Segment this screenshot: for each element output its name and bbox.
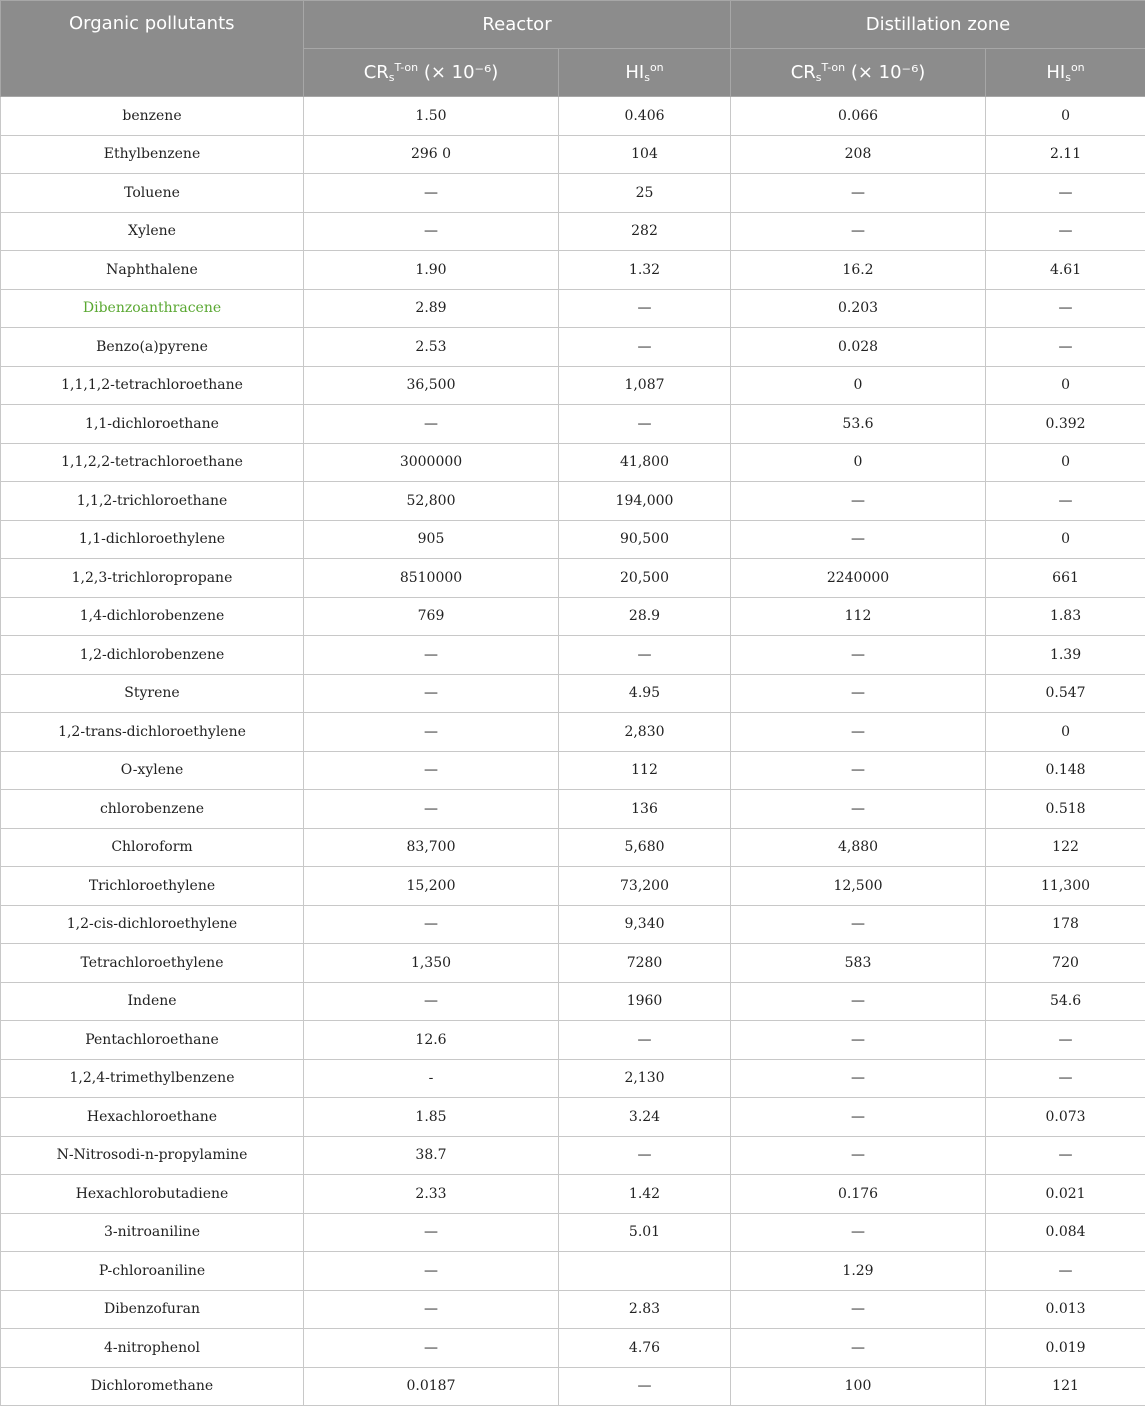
distillation-cr-cell: 0.066 [731,97,986,136]
reactor-hi-cell: 90,500 [559,520,731,559]
table-row [1,212,1145,251]
distillation-hi-cell: — [986,1021,1145,1060]
distillation-cr-cell: 12,500 [731,867,986,906]
distillation-cr-cell: — [731,1329,986,1368]
distillation-cr-cell: — [731,1213,986,1252]
reactor-hi-cell: 1,087 [559,366,731,405]
reactor-hi-cell: 1.32 [559,251,731,290]
distillation-hi-cell: — [986,174,1145,213]
distillation-hi-cell: 2.11 [986,135,1145,174]
pollutant-name: Naphthalene [1,251,304,290]
table-row [1,366,1145,405]
pollutant-name: Benzo(a)pyrene [1,328,304,367]
table-row [1,1059,1145,1098]
header-distillation-hi: $HI_s^{on}$ [986,49,1145,97]
reactor-hi-cell: 2,830 [559,713,731,752]
reactor-hi-cell: 282 [559,212,731,251]
reactor-cr-cell: 769 [304,597,559,636]
reactor-hi-cell: 28.9 [559,597,731,636]
distillation-hi-cell: 0 [986,366,1145,405]
table-row [1,328,1145,367]
pollutant-name: chlorobenzene [1,790,304,829]
reactor-cr-cell: 905 [304,520,559,559]
table-row [1,251,1145,290]
reactor-cr-cell: 83,700 [304,828,559,867]
reactor-cr-cell: 36,500 [304,366,559,405]
distillation-cr-cell: — [731,790,986,829]
distillation-hi-cell: 0.518 [986,790,1145,829]
reactor-cr-cell: 38.7 [304,1136,559,1175]
pollutant-name: Toluene [1,174,304,213]
distillation-cr-cell: 0.028 [731,328,986,367]
reactor-cr-cell: 8510000 [304,559,559,598]
distillation-hi-cell: 0 [986,443,1145,482]
reactor-hi-cell: 41,800 [559,443,731,482]
distillation-cr-cell: 2240000 [731,559,986,598]
reactor-cr-cell: 3000000 [304,443,559,482]
pollutant-name: 1,1,2-trichloroethane [1,482,304,521]
reactor-hi-cell: 2.83 [559,1290,731,1329]
pollutant-name: 1,2-cis-dichloroethylene [1,905,304,944]
table-row [1,1252,1145,1291]
reactor-cr-cell: 1.90 [304,251,559,290]
distillation-hi-cell: 0 [986,520,1145,559]
table-row [1,944,1145,983]
pollutant-name: Hexachlorobutadiene [1,1175,304,1214]
distillation-hi-cell: 720 [986,944,1145,983]
table-row [1,97,1145,136]
table-row [1,1367,1145,1406]
distillation-hi-cell: — [986,289,1145,328]
reactor-hi-cell: 0.406 [559,97,731,136]
distillation-hi-cell: 0.148 [986,751,1145,790]
table-row [1,1329,1145,1368]
reactor-hi-cell: 112 [559,751,731,790]
reactor-cr-cell: 2.53 [304,328,559,367]
pollutant-name: Trichloroethylene [1,867,304,906]
reactor-cr-cell: — [304,1329,559,1368]
distillation-hi-cell: 121 [986,1367,1145,1406]
reactor-hi-cell: 3.24 [559,1098,731,1137]
reactor-cr-cell: — [304,905,559,944]
distillation-cr-cell: — [731,482,986,521]
reactor-hi-cell: 194,000 [559,482,731,521]
pollutant-name: 1,1-dichloroethylene [1,520,304,559]
reactor-cr-cell: 15,200 [304,867,559,906]
header-reactor-hi: $HI_s^{on}$ [559,49,731,97]
table-row [1,674,1145,713]
table-row [1,982,1145,1021]
reactor-cr-cell: 1.50 [304,97,559,136]
reactor-cr-cell: — [304,1252,559,1291]
reactor-cr-cell: 52,800 [304,482,559,521]
table-row [1,751,1145,790]
distillation-hi-cell: 0.073 [986,1098,1145,1137]
distillation-hi-cell: 0 [986,713,1145,752]
table-row [1,790,1145,829]
distillation-hi-cell: 0 [986,97,1145,136]
table-row [1,520,1145,559]
pollutant-name: Chloroform [1,828,304,867]
reactor-cr-cell: 296 0 [304,135,559,174]
distillation-cr-cell: — [731,520,986,559]
table-row [1,905,1145,944]
header-reactor-cr: $CR_s^{T-on}$ (× 10⁻⁶) [304,49,559,97]
reactor-hi-cell: 5.01 [559,1213,731,1252]
table-row [1,1175,1145,1214]
distillation-cr-cell: 0.203 [731,289,986,328]
distillation-cr-cell: — [731,636,986,675]
reactor-cr-cell: — [304,174,559,213]
table-row [1,559,1145,598]
reactor-cr-cell: - [304,1059,559,1098]
distillation-cr-cell: — [731,1136,986,1175]
table-row [1,597,1145,636]
table-row [1,713,1145,752]
distillation-hi-cell: 1.83 [986,597,1145,636]
header-organic-pollutants: Organic pollutants [1,1,304,97]
reactor-cr-cell: — [304,713,559,752]
pollutant-name: Xylene [1,212,304,251]
table-row [1,482,1145,521]
reactor-hi-cell: — [559,636,731,675]
distillation-cr-cell: — [731,713,986,752]
reactor-hi-cell: 5,680 [559,828,731,867]
reactor-cr-cell: — [304,674,559,713]
distillation-hi-cell: 0.019 [986,1329,1145,1368]
header-distillation-zone: Distillation zone [731,1,1145,49]
distillation-cr-cell: 100 [731,1367,986,1406]
pollutant-name: 3-nitroaniline [1,1213,304,1252]
pollutant-name: 1,2-trans-dichloroethylene [1,713,304,752]
distillation-cr-cell: 583 [731,944,986,983]
reactor-cr-cell: 1.85 [304,1098,559,1137]
reactor-hi-cell: 4.76 [559,1329,731,1368]
reactor-cr-cell: — [304,1290,559,1329]
table-row [1,1213,1145,1252]
distillation-cr-cell: — [731,674,986,713]
pollutant-name: O-xylene [1,751,304,790]
reactor-hi-cell: 25 [559,174,731,213]
distillation-cr-cell: 208 [731,135,986,174]
reactor-hi-cell: 104 [559,135,731,174]
distillation-cr-cell: 0.176 [731,1175,986,1214]
reactor-hi-cell: 73,200 [559,867,731,906]
distillation-hi-cell: — [986,1059,1145,1098]
pollutant-name: Indene [1,982,304,1021]
reactor-cr-cell: 2.89 [304,289,559,328]
header-reactor: Reactor [304,1,731,49]
table-row [1,1136,1145,1175]
table-row [1,1098,1145,1137]
reactor-hi-cell: — [559,1367,731,1406]
reactor-hi-cell: 20,500 [559,559,731,598]
reactor-hi-cell: — [559,1021,731,1060]
reactor-hi-cell [559,1252,731,1291]
reactor-cr-cell: — [304,405,559,444]
pollutant-name: Tetrachloroethylene [1,944,304,983]
reactor-hi-cell: — [559,289,731,328]
distillation-cr-cell: — [731,751,986,790]
distillation-hi-cell: 122 [986,828,1145,867]
distillation-hi-cell: — [986,1252,1145,1291]
pollutant-name: Ethylbenzene [1,135,304,174]
pollutant-name: Hexachloroethane [1,1098,304,1137]
distillation-cr-cell: — [731,982,986,1021]
reactor-hi-cell: 136 [559,790,731,829]
distillation-cr-cell: — [731,1021,986,1060]
distillation-cr-cell: 53.6 [731,405,986,444]
distillation-cr-cell: 4,880 [731,828,986,867]
pollutant-name: N-Nitrosodi-n-propylamine [1,1136,304,1175]
distillation-hi-cell: — [986,1136,1145,1175]
pollutant-name: 4-nitrophenol [1,1329,304,1368]
pollutant-name: Pentachloroethane [1,1021,304,1060]
reactor-hi-cell: — [559,1136,731,1175]
distillation-hi-cell: 4.61 [986,251,1145,290]
reactor-hi-cell: — [559,405,731,444]
distillation-hi-cell: 0.392 [986,405,1145,444]
table-header [1,1,1145,97]
pollutant-name: 1,1,2,2-tetrachloroethane [1,443,304,482]
table-row [1,1021,1145,1060]
distillation-cr-cell: — [731,1290,986,1329]
reactor-cr-cell: 12.6 [304,1021,559,1060]
table-row [1,405,1145,444]
pollutant-name: Styrene [1,674,304,713]
pollutant-name: 1,1,1,2-tetrachloroethane [1,366,304,405]
distillation-hi-cell: 11,300 [986,867,1145,906]
distillation-cr-cell: 0 [731,443,986,482]
reactor-cr-cell: 0.0187 [304,1367,559,1406]
distillation-hi-cell: 0.084 [986,1213,1145,1252]
distillation-hi-cell: 0.021 [986,1175,1145,1214]
distillation-hi-cell: 54.6 [986,982,1145,1021]
distillation-hi-cell: — [986,482,1145,521]
distillation-cr-cell: — [731,174,986,213]
table-row [1,289,1145,328]
pollutant-name: 1,1-dichloroethane [1,405,304,444]
distillation-cr-cell: — [731,905,986,944]
distillation-hi-cell: 661 [986,559,1145,598]
pollutant-name: 1,2,3-trichloropropane [1,559,304,598]
reactor-hi-cell: 2,130 [559,1059,731,1098]
distillation-hi-cell: — [986,328,1145,367]
distillation-cr-cell: — [731,212,986,251]
reactor-cr-cell: — [304,1213,559,1252]
table-row [1,1290,1145,1329]
table-row [1,135,1145,174]
pollutant-name: Dibenzoanthracene [1,289,304,328]
distillation-cr-cell: — [731,1098,986,1137]
reactor-cr-cell: — [304,751,559,790]
reactor-hi-cell: 9,340 [559,905,731,944]
table-row [1,443,1145,482]
reactor-hi-cell: 7280 [559,944,731,983]
reactor-hi-cell: 4.95 [559,674,731,713]
distillation-hi-cell: 1.39 [986,636,1145,675]
reactor-hi-cell: — [559,328,731,367]
table-row [1,867,1145,906]
reactor-cr-cell: — [304,790,559,829]
pollutant-name: 1,4-dichlorobenzene [1,597,304,636]
distillation-cr-cell: 16.2 [731,251,986,290]
table-row [1,636,1145,675]
distillation-hi-cell: 0.547 [986,674,1145,713]
distillation-cr-cell: 112 [731,597,986,636]
distillation-cr-cell: — [731,1059,986,1098]
table-row [1,828,1145,867]
pollutant-name: P-chloroaniline [1,1252,304,1291]
distillation-hi-cell: 178 [986,905,1145,944]
distillation-hi-cell: 0.013 [986,1290,1145,1329]
pollutant-name: 1,2-dichlorobenzene [1,636,304,675]
pollutant-name: benzene [1,97,304,136]
reactor-hi-cell: 1.42 [559,1175,731,1214]
header-distillation-cr: $CR_s^{T-on}$ (× 10⁻⁶) [731,49,986,97]
distillation-cr-cell: 1.29 [731,1252,986,1291]
pollutant-name: Dichloromethane [1,1367,304,1406]
reactor-cr-cell: 2.33 [304,1175,559,1214]
reactor-hi-cell: 1960 [559,982,731,1021]
reactor-cr-cell: 1,350 [304,944,559,983]
reactor-cr-cell: — [304,212,559,251]
table-body [1,97,1145,1406]
distillation-cr-cell: 0 [731,366,986,405]
reactor-cr-cell: — [304,982,559,1021]
distillation-hi-cell: — [986,212,1145,251]
pollutant-name: Dibenzofuran [1,1290,304,1329]
reactor-cr-cell: — [304,636,559,675]
table-row [1,174,1145,213]
pollutant-name: 1,2,4-trimethylbenzene [1,1059,304,1098]
